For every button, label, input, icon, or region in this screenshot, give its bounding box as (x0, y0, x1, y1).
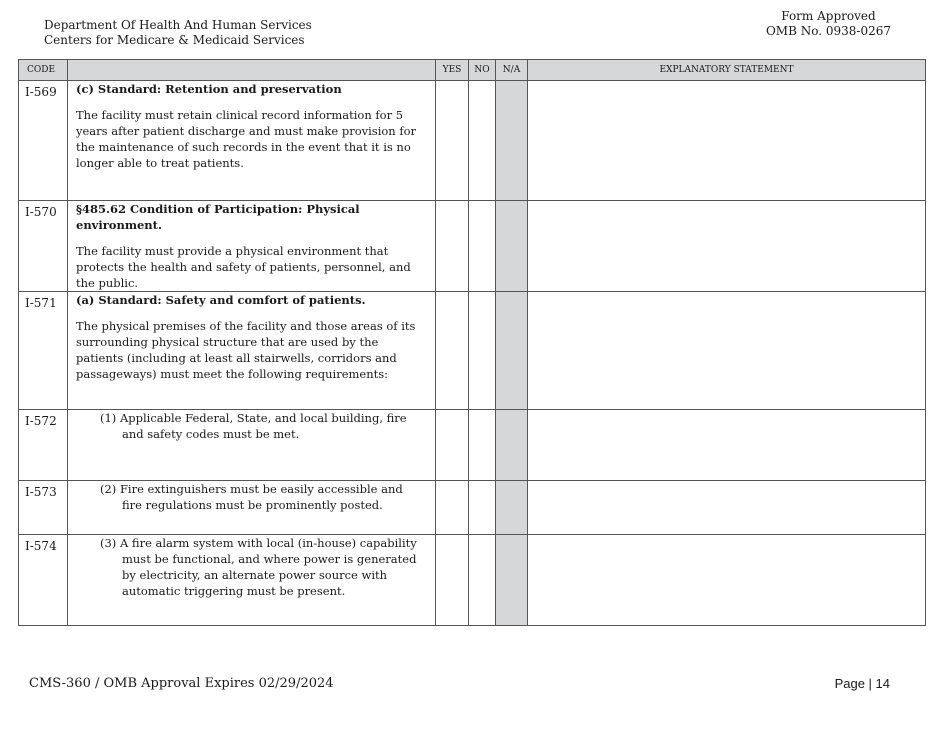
na-cell[interactable] (496, 201, 528, 292)
omb-number: OMB No. 0938-0267 (765, 24, 891, 38)
standard-text: The physical premises of the facility and those areas of its surrounding physical structure that are used by the patients (including at least all stairwells, corridors and passageways) must meet the following requirements: (76, 319, 416, 381)
yes-cell[interactable] (436, 292, 469, 410)
table-header-row (19, 60, 926, 81)
row-code: I-569 (19, 81, 68, 201)
row-code: I-574 (19, 535, 68, 626)
condition-text: The facility must provide a physical environment that protects the health and safety of patients, personnel, and the public. (76, 244, 411, 290)
row-code: I-570 (19, 201, 68, 292)
na-cell[interactable] (496, 481, 528, 535)
table-row (19, 481, 926, 535)
explanatory-cell[interactable] (528, 81, 926, 201)
table-row (19, 201, 926, 292)
yes-cell[interactable] (436, 201, 469, 292)
standard-title: (a) Standard: Safety and comfort of patients. (76, 293, 366, 307)
explanatory-cell[interactable] (528, 410, 926, 481)
explanatory-cell[interactable] (528, 292, 926, 410)
table-row (19, 292, 926, 410)
row-code: I-573 (19, 481, 68, 535)
no-cell[interactable] (469, 535, 496, 626)
requirement-item: (3) A fire alarm system with local (in-house) capability must be functional, and where power is generated by electricity, an alternate power source with automatic triggering must be present. (100, 536, 417, 598)
requirement-cell (68, 201, 436, 292)
survey-form-table (18, 59, 926, 626)
no-cell[interactable] (469, 481, 496, 535)
table-row (19, 535, 926, 626)
no-cell[interactable] (469, 292, 496, 410)
yes-cell[interactable] (436, 481, 469, 535)
agency-header (44, 18, 312, 48)
requirement-cell (68, 81, 436, 201)
na-cell[interactable] (496, 81, 528, 201)
requirement-cell (68, 481, 436, 535)
table-row (19, 81, 926, 201)
na-cell[interactable] (496, 410, 528, 481)
page-number: Page | 14 (834, 676, 890, 691)
no-cell[interactable] (469, 201, 496, 292)
form-approval-header (766, 9, 891, 39)
no-column-header: NO (469, 60, 496, 81)
requirement-item: (2) Fire extinguishers must be easily accessible and fire regulations must be prominently posted. (100, 482, 403, 512)
no-cell[interactable] (469, 81, 496, 201)
requirement-column-header (68, 60, 436, 81)
explanatory-cell[interactable] (528, 201, 926, 292)
explanatory-column-header: EXPLANATORY STATEMENT (528, 60, 926, 81)
table-row (19, 410, 926, 481)
na-cell[interactable] (496, 292, 528, 410)
code-column-header: CODE (19, 60, 68, 81)
row-code: I-571 (19, 292, 68, 410)
row-code: I-572 (19, 410, 68, 481)
requirement-cell (68, 410, 436, 481)
no-cell[interactable] (469, 410, 496, 481)
yes-cell[interactable] (436, 410, 469, 481)
na-column-header: N/A (496, 60, 528, 81)
explanatory-cell[interactable] (528, 535, 926, 626)
condition-title: §485.62 Condition of Participation: Physical environment. (76, 202, 360, 232)
requirement-item: (1) Applicable Federal, State, and local building, fire and safety codes must be met. (100, 411, 407, 441)
centers-name: Centers for Medicare & Medicaid Services (44, 33, 305, 47)
na-cell[interactable] (496, 535, 528, 626)
yes-cell[interactable] (436, 535, 469, 626)
explanatory-cell[interactable] (528, 481, 926, 535)
yes-cell[interactable] (436, 81, 469, 201)
requirement-cell (68, 535, 436, 626)
form-approved-label: Form Approved (781, 9, 876, 23)
department-name: Department Of Health And Human Services (44, 18, 312, 32)
yes-column-header: YES (436, 60, 469, 81)
requirement-cell (68, 292, 436, 410)
standard-text: The facility must retain clinical record information for 5 years after patient discharge and must make provision for the maintenance of such records in the event that it is no longer able to treat patients. (76, 108, 417, 170)
form-id-footer: CMS-360 / OMB Approval Expires 02/29/2024 (29, 676, 334, 691)
standard-title: (c) Standard: Retention and preservation (76, 82, 342, 96)
